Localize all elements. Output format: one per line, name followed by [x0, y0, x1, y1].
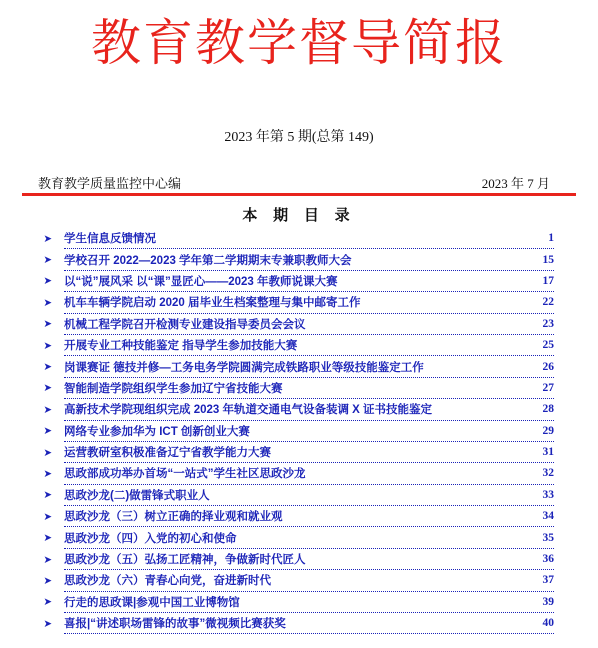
toc-item-page: 33 [540, 489, 555, 501]
editor-credit: 教育教学质量监控中心编 [38, 176, 182, 191]
toc-item[interactable] [0, 570, 598, 591]
toc-item[interactable] [0, 249, 598, 270]
toc-item[interactable] [0, 378, 598, 399]
toc-item-page: 27 [540, 382, 555, 394]
toc-link[interactable] [64, 378, 554, 399]
toc-link[interactable] [64, 271, 554, 292]
arrow-right-icon: ➤ [44, 489, 52, 500]
toc-item[interactable] [0, 314, 598, 335]
toc-item-title[interactable]: 高新技术学院现组织完成 2023 年轨道交通电气设备装调 X 证书技能鉴定 [64, 401, 435, 417]
toc-link[interactable] [64, 506, 554, 527]
arrow-right-icon: ➤ [44, 254, 52, 265]
arrow-right-icon: ➤ [44, 318, 52, 329]
toc-link[interactable] [64, 442, 554, 463]
toc-item-title[interactable]: 运营教研室积极准备辽宁省教学能力大赛 [64, 444, 274, 460]
toc-item[interactable] [0, 613, 598, 634]
toc-item-page: 35 [540, 532, 555, 544]
arrow-right-icon: ➤ [44, 575, 52, 586]
toc-item[interactable] [0, 463, 598, 484]
toc-item[interactable] [0, 271, 598, 292]
arrow-right-icon: ➤ [44, 340, 52, 351]
toc-item-title[interactable]: 机械工程学院召开检测专业建设指导委员会会议 [64, 316, 309, 332]
toc-item-page: 40 [540, 617, 555, 629]
table-of-contents [0, 228, 598, 634]
toc-item-page: 31 [540, 446, 555, 458]
toc-item-title[interactable]: 思政沙龙（四）入党的初心和使命 [64, 530, 240, 546]
toc-link[interactable] [64, 399, 554, 420]
toc-item-page: 28 [540, 403, 555, 415]
toc-item[interactable] [0, 527, 598, 548]
toc-item-page: 36 [540, 553, 555, 565]
toc-item-page: 17 [540, 275, 555, 287]
arrow-right-icon: ➤ [44, 618, 52, 629]
toc-item-title[interactable]: 思政部成功举办首场“一站式”学生社区思政沙龙 [64, 465, 309, 481]
toc-item-title[interactable]: 思政沙龙（五）弘扬工匠精神，争做新时代匠人 [64, 551, 309, 567]
toc-item[interactable] [0, 335, 598, 356]
toc-item-page: 32 [540, 467, 555, 479]
arrow-right-icon: ➤ [44, 596, 52, 607]
toc-item-page: 26 [540, 361, 555, 373]
toc-link[interactable] [64, 228, 554, 249]
toc-item-title[interactable]: 岗课赛证 德技并修—工务电务学院圆满完成铁路职业等级技能鉴定工作 [64, 359, 427, 375]
toc-link[interactable] [64, 314, 554, 335]
toc-link[interactable] [64, 485, 554, 506]
toc-link[interactable] [64, 592, 554, 613]
arrow-right-icon: ➤ [44, 425, 52, 436]
publication-date: 2023 年 7 月 [481, 176, 550, 191]
toc-item[interactable] [0, 399, 598, 420]
toc-item-page: 37 [540, 574, 555, 586]
toc-link[interactable] [64, 292, 554, 313]
toc-item-title[interactable]: 智能制造学院组织学生参加辽宁省技能大赛 [64, 380, 286, 396]
toc-link[interactable] [64, 570, 554, 591]
toc-item-title[interactable]: 学校召开 2022—2023 学年第二学期期末专兼职教师大会 [64, 252, 355, 268]
toc-link[interactable] [64, 335, 554, 356]
toc-item-title[interactable]: 开展专业工种技能鉴定 指导学生参加技能大赛 [64, 337, 300, 353]
toc-item-title[interactable]: 思政沙龙（六）青春心向党，奋进新时代 [64, 572, 274, 588]
toc-item-title[interactable]: 喜报|“讲述职场雷锋的故事”微视频比赛获奖 [64, 615, 289, 631]
arrow-right-icon: ➤ [44, 233, 52, 244]
toc-item[interactable] [0, 549, 598, 570]
toc-link[interactable] [64, 249, 554, 270]
arrow-right-icon: ➤ [44, 382, 52, 393]
toc-item[interactable] [0, 485, 598, 506]
toc-item[interactable] [0, 506, 598, 527]
toc-link[interactable] [64, 421, 554, 442]
toc-item-title[interactable]: 以“说”展风采 以“课”显匠心——2023 年教师说课大赛 [64, 273, 340, 289]
toc-item-page: 1 [545, 232, 554, 244]
issue-number: 2023 年第 5 期(总第 149) [224, 130, 374, 145]
toc-title: 本 期 目 录 [242, 208, 356, 224]
toc-item-page: 23 [540, 318, 555, 330]
toc-item-title[interactable]: 网络专业参加华为 ICT 创新创业大赛 [64, 423, 253, 439]
toc-item-page: 25 [540, 339, 555, 351]
arrow-right-icon: ➤ [44, 297, 52, 308]
toc-link[interactable] [64, 527, 554, 548]
toc-link[interactable] [64, 613, 554, 634]
arrow-right-icon: ➤ [44, 404, 52, 415]
toc-item-page: 34 [540, 510, 555, 522]
toc-item-page: 22 [540, 296, 555, 308]
toc-item[interactable] [0, 442, 598, 463]
arrow-right-icon: ➤ [44, 554, 52, 565]
toc-item[interactable] [0, 228, 598, 249]
arrow-right-icon: ➤ [44, 447, 52, 458]
header-divider [22, 193, 576, 196]
toc-item-title[interactable]: 思政沙龙（三）树立正确的择业观和就业观 [64, 508, 286, 524]
toc-item[interactable] [0, 421, 598, 442]
toc-item-title[interactable]: 学生信息反馈情况 [64, 230, 159, 246]
toc-item[interactable] [0, 292, 598, 313]
toc-item-title[interactable]: 思政沙龙(二)做雷锋式职业人 [64, 487, 213, 503]
toc-item[interactable] [0, 356, 598, 377]
arrow-right-icon: ➤ [44, 532, 52, 543]
masthead-title: 教育教学督导简报 [91, 14, 507, 72]
arrow-right-icon: ➤ [44, 511, 52, 522]
toc-item-title[interactable]: 行走的思政课|参观中国工业博物馆 [64, 594, 243, 610]
toc-item[interactable] [0, 592, 598, 613]
toc-item-page: 15 [540, 254, 555, 266]
arrow-right-icon: ➤ [44, 275, 52, 286]
toc-item-page: 39 [540, 596, 555, 608]
arrow-right-icon: ➤ [44, 361, 52, 372]
toc-link[interactable] [64, 356, 554, 377]
arrow-right-icon: ➤ [44, 468, 52, 479]
toc-link[interactable] [64, 549, 554, 570]
toc-item-page: 29 [540, 425, 555, 437]
toc-item-title[interactable]: 机车车辆学院启动 2020 届毕业生档案整理与集中邮寄工作 [64, 294, 363, 310]
toc-link[interactable] [64, 463, 554, 484]
